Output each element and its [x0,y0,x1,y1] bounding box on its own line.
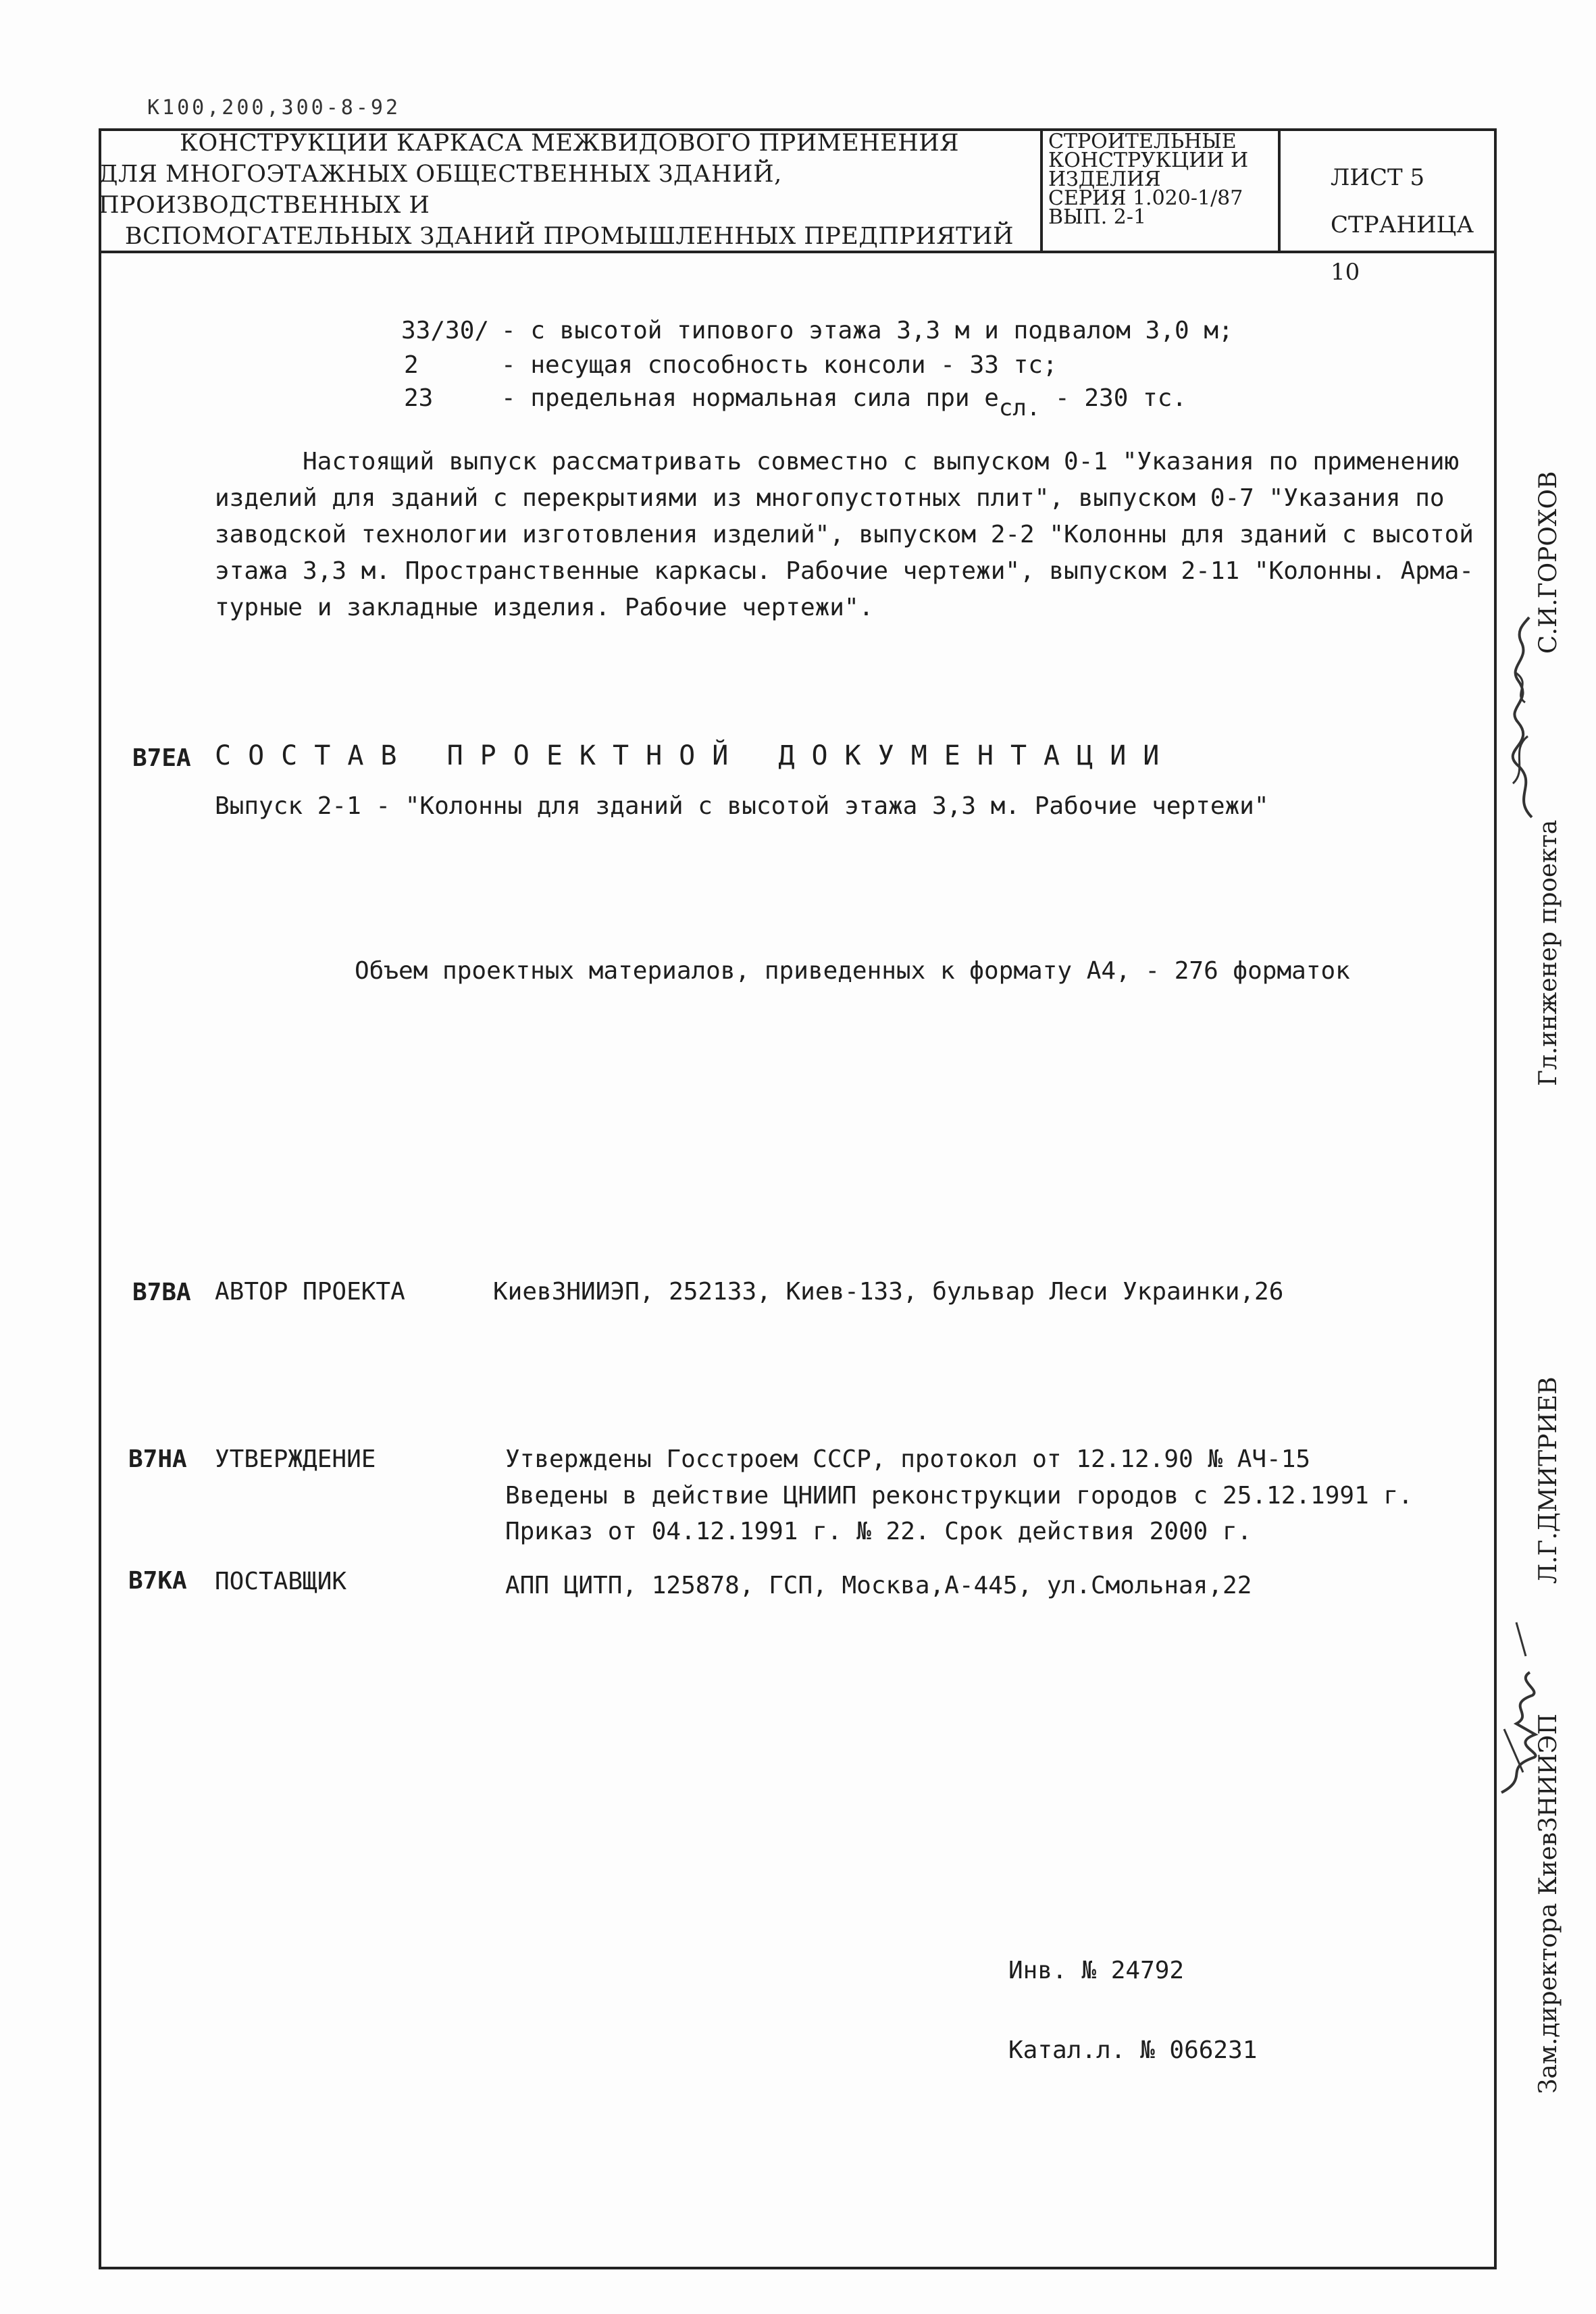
approval-line: Утверждены Госстроем СССР, протокол от 12.12.90 № АЧ-15 [505,1445,1311,1473]
approval-line: Приказ от 04.12.1991 г. № 22. Срок действия 2000 г. [505,1518,1252,1545]
series-block [1043,128,1281,251]
author-code: В7ВА [132,1279,191,1306]
approval-label: УТВЕРЖДЕНИЕ [215,1445,376,1473]
title-line: ВСПОМОГАТЕЛЬНЫХ ЗДАНИЙ ПРОМЫШЛЕННЫХ ПРЕДПРИЯТИЙ [124,222,1014,250]
series-line: КОНСТРУКЦИИ И [1048,149,1249,172]
volume-note: Объем проектных материалов, приведенных к формату А4, - 276 форматок [355,957,1350,985]
paragraph-line: этажа 3,3 м. Пространственные каркасы. Рабочие чертежи", выпуском 2-11 "Колонны. Арма- [215,557,1474,585]
series-line: ИЗДЕЛИЯ [1048,168,1161,191]
composition-issue: Выпуск 2-1 - "Колонны для зданий с высотой этажа 3,3 м. Рабочие чертежи" [215,792,1269,820]
deputy-director-name: Л.Г.ДМИТРИЕВ [1535,1377,1562,1584]
legend-code: 2 [404,351,419,379]
legend-text: - с высотой типового этажа 3,3 м и подвалом 3,0 м; [501,317,1233,344]
author-text: КиевЗНИИЭП, 252133, Киев-133, бульвар Леси Украинки,26 [493,1278,1284,1306]
supplier-text: АПП ЦИТП, 125878, ГСП, Москва,А-445, ул.Смольная,22 [505,1572,1252,1599]
title-line: ДЛЯ МНОГОЭТАЖНЫХ ОБЩЕСТВЕННЫХ ЗДАНИЙ, ПРОИЗВОДСТВЕННЫХ И [99,160,782,219]
page-number: СТРАНИЦА 10 [1331,211,1474,286]
document-title [99,128,1043,251]
subscript: сл. [998,394,1041,421]
legend-text: - несущая способность консоли - 33 тс; [501,351,1058,379]
paragraph-line: заводской технологии изготовления изделий", выпуском 2-2 "Колонны для зданий с высотой [215,521,1474,548]
document-code: К100,200,300-8-92 [147,96,401,120]
legend-text: - предельная нормальная сила при eсл. - 230 тс. [501,384,1187,421]
sheet-block [1281,128,1497,286]
series-line: СТРОИТЕЛЬНЫЕ [1048,130,1237,153]
supplier-code: В7КА [128,1567,187,1595]
supplier-label: ПОСТАВЩИК [215,1568,347,1595]
chief-engineer-name: С.И.ГОРОХОВ [1535,471,1562,654]
legend-code: 33/30/ [401,317,490,344]
sheet-number: ЛИСТ 5 [1331,164,1425,191]
deputy-director-title: Зам.директора КиевЗНИИЭП [1535,1714,1562,2094]
title-line: КОНСТРУКЦИИ КАРКАСА МЕЖВИДОВОГО ПРИМЕНЕНИЯ [179,129,960,157]
composition-heading: СОСТАВ ПРОЕКТНОЙ ДОКУМЕНТАЦИИ [215,740,1177,771]
inventory-number: Инв. № 24792 [1008,1957,1185,1984]
series-line: СЕРИЯ 1.020-1/87 [1048,186,1243,210]
legend-code: 23 [404,384,434,412]
catalog-number: Катал.л. № 066231 [1008,2036,1258,2064]
composition-code: В7ЕА [132,744,191,772]
approval-code: В7НА [128,1445,187,1473]
approval-line: Введены в действие ЦНИИП реконструкции городов с 25.12.1991 г. [505,1482,1413,1510]
author-label: АВТОР ПРОЕКТА [215,1278,405,1306]
paragraph-line: изделий для зданий с перекрытиями из многопустотных плит", выпуском 0-7 "Указания по [215,484,1445,512]
title-block [99,128,1497,286]
paragraph-line: турные и закладные изделия. Рабочие чертежи". [215,594,874,621]
chief-engineer-title: Гл.инженер проекта [1535,819,1562,1086]
deputy-director-signature [1496,1616,1547,1798]
series-line: ВЫП. 2-1 [1048,205,1147,229]
paragraph-line: Настоящий выпуск рассматривать совместно с выпуском 0-1 "Указания по применению [303,448,1460,475]
